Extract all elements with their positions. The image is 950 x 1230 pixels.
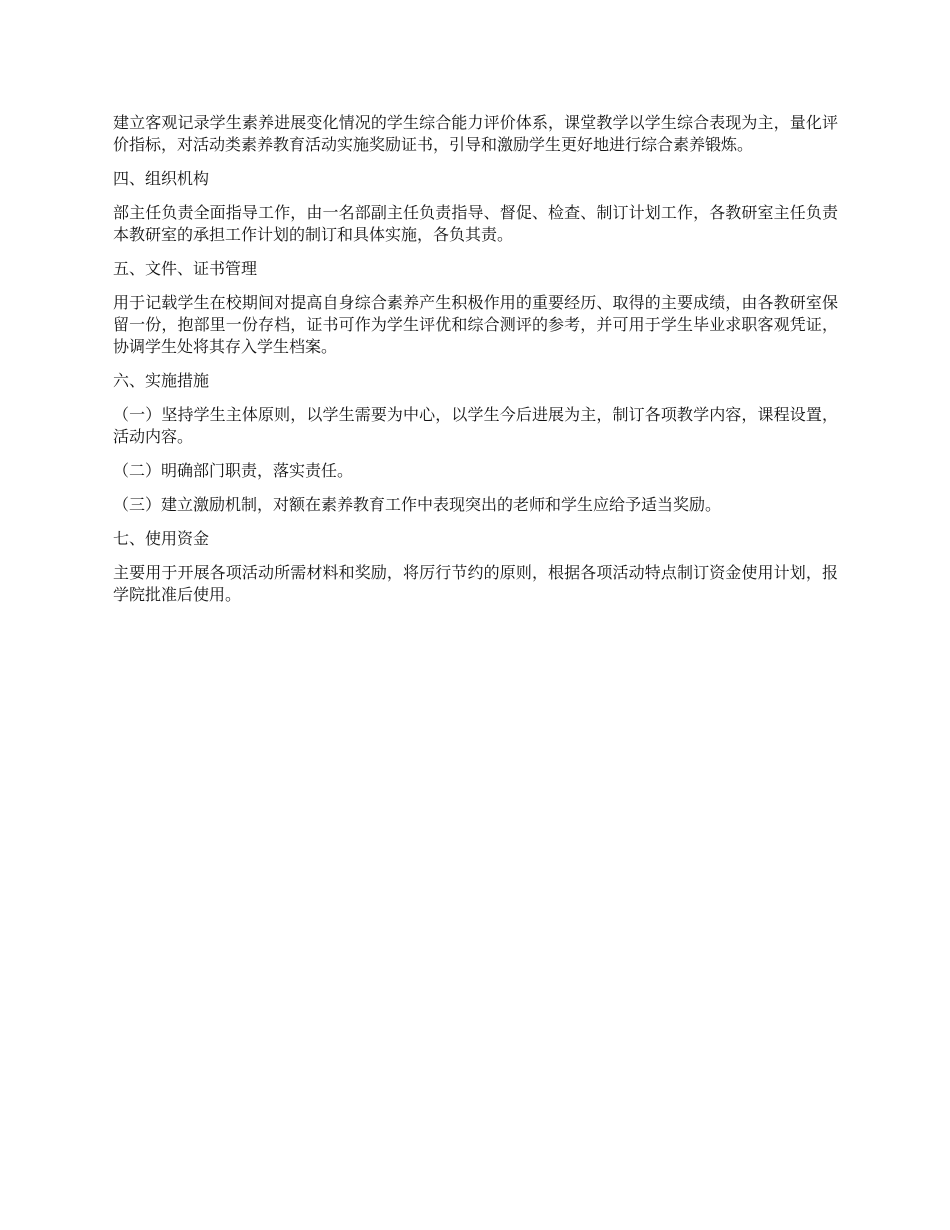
paragraph-certificate-management: 用于记载学生在校期间对提高自身综合素养产生积极作用的重要经历、取得的主要成绩，由各教研室保留一份，抱部里一份存档，证书可作为学生评优和综合测评的参考，并可用于学生毕业求职客观凭证，协调学生处将其存入学生档案。 bbox=[113, 293, 838, 356]
section-heading-implementation: 六、实施措施 bbox=[113, 371, 210, 390]
document-body bbox=[113, 112, 838, 618]
paragraph-evaluation-system: 建立客观记录学生素养进展变化情况的学生综合能力评价体系，课堂教学以学生综合表现为主，量化评价指标，对活动类素养教育活动实施奖励证书，引导和激励学生更好地进行综合素养锻炼。 bbox=[113, 113, 838, 154]
paragraph-measure-2: （二）明确部门职责，落实责任。 bbox=[113, 461, 354, 480]
paragraph-organization: 部主任负责全面指导工作，由一名部副主任负责指导、督促、检查、制订计划工作，各教研室主任负责本教研室的承担工作计划的制订和具体实施，各负其责。 bbox=[113, 203, 838, 244]
paragraph-measure-3: （三）建立激励机制，对额在素养教育工作中表现突出的老师和学生应给予适当奖励。 bbox=[113, 495, 722, 514]
section-heading-funding: 七、使用资金 bbox=[113, 529, 210, 548]
section-heading-organization: 四、组织机构 bbox=[113, 169, 210, 188]
paragraph-measure-1: （一）坚持学生主体原则，以学生需要为中心，以学生今后进展为主，制订各项教学内容，课程设置，活动内容。 bbox=[113, 405, 838, 446]
paragraph-funding: 主要用于开展各项活动所需材料和奖励，将厉行节约的原则，根据各项活动特点制订资金使用计划，报学院批准后使用。 bbox=[113, 563, 838, 604]
section-heading-certificate-management: 五、文件、证书管理 bbox=[113, 259, 258, 278]
